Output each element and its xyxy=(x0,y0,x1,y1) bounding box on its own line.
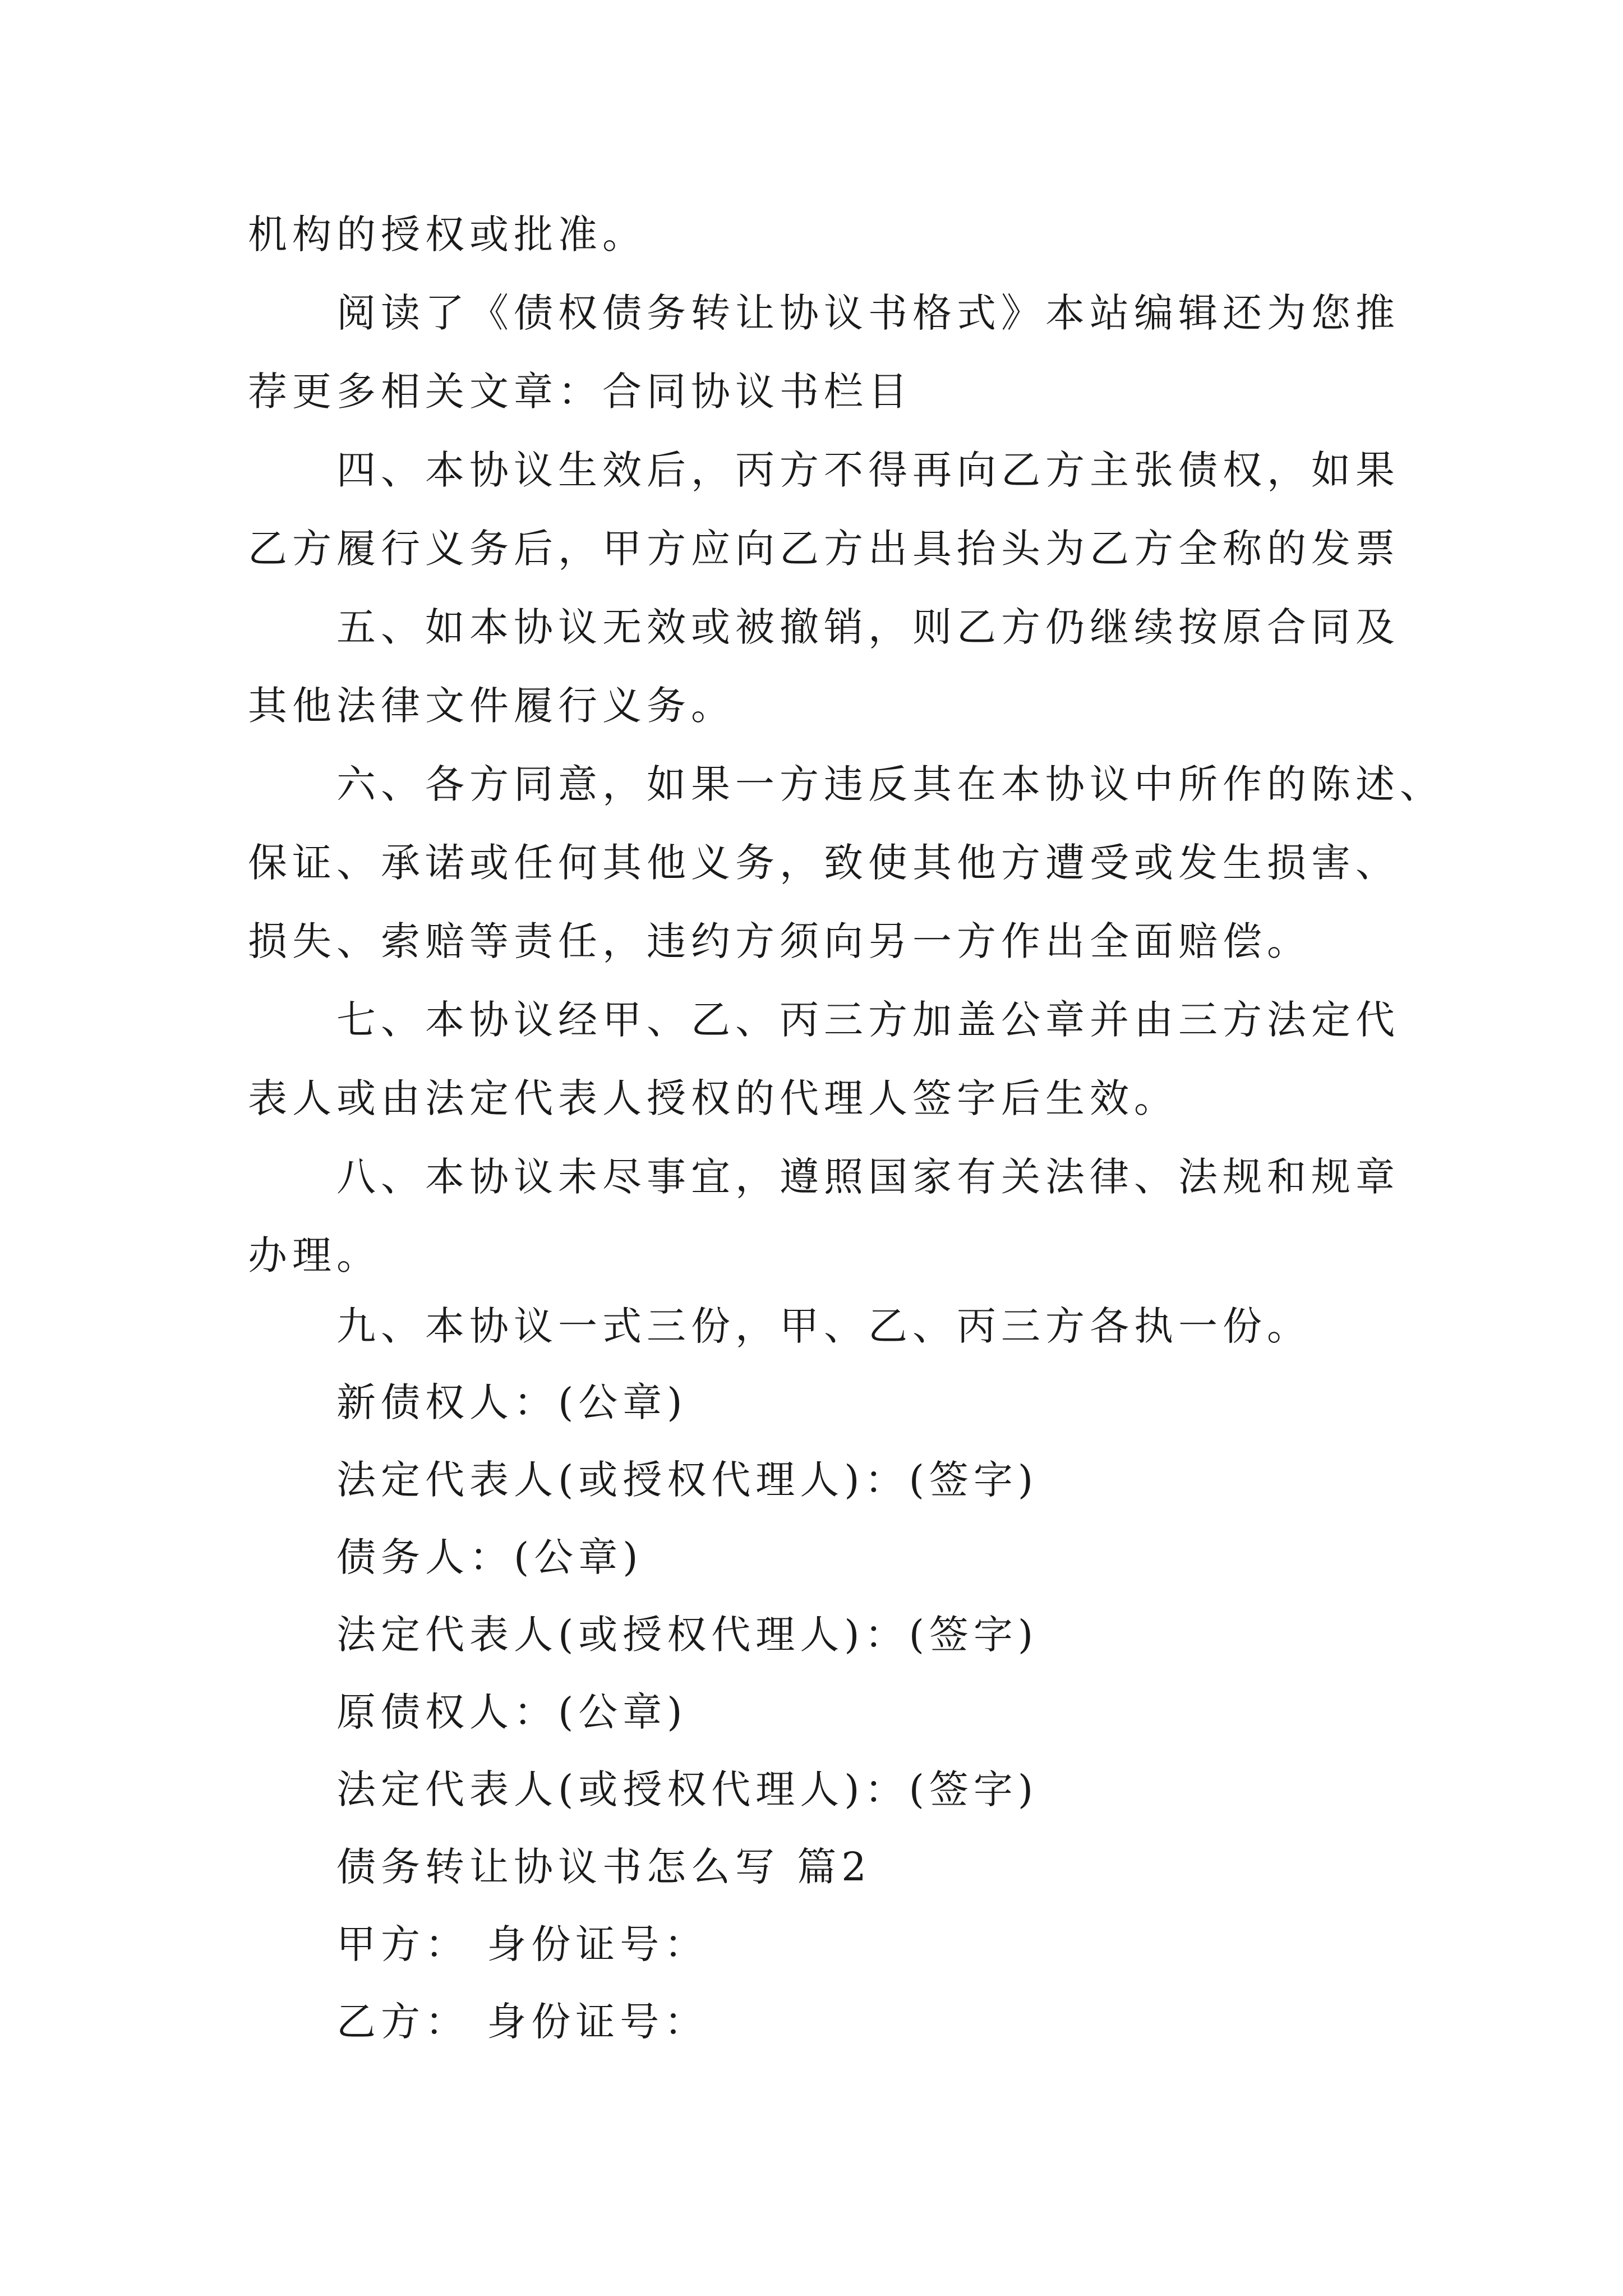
text-line: 表人或由法定代表人授权的代理人签字后生效。 xyxy=(248,1075,1178,1121)
party-line: 乙方： 身份证号： xyxy=(336,1999,709,2045)
text-line: 其他法律文件履行义务。 xyxy=(248,683,735,729)
signature-line: 新债权人：(公章) xyxy=(336,1379,688,1425)
text-line: 六、各方同意，如果一方违反其在本协议中所作的陈述、 xyxy=(336,761,1444,807)
section-heading: 债务转让协议书怎么写 篇2 xyxy=(336,1844,872,1890)
signature-line: 原债权人：(公章) xyxy=(336,1689,688,1735)
text-line: 八、本协议未尽事宜，遵照国家有关法律、法规和规章 xyxy=(336,1154,1400,1200)
text-line: 机构的授权或批准。 xyxy=(248,211,647,257)
party-line: 甲方： 身份证号： xyxy=(336,1921,709,1967)
text-line: 荐更多相关文章：合同协议书栏目 xyxy=(248,369,912,415)
text-line: 四、本协议生效后，丙方不得再向乙方主张债权，如果 xyxy=(336,447,1400,493)
text-line: 九、本协议一式三份，甲、乙、丙三方各执一份。 xyxy=(336,1303,1311,1349)
text-line: 阅读了《债权债务转让协议书格式》本站编辑还为您推 xyxy=(336,290,1400,336)
text-line: 乙方履行义务后，甲方应向乙方出具抬头为乙方全称的发票 xyxy=(248,526,1400,572)
text-line: 七、本协议经甲、乙、丙三方加盖公章并由三方法定代 xyxy=(336,997,1400,1043)
text-line: 损失、索赔等责任，违约方须向另一方作出全面赔偿。 xyxy=(248,918,1311,964)
signature-line: 债务人：(公章) xyxy=(336,1534,643,1580)
signature-line: 法定代表人(或授权代理人)：(签字) xyxy=(336,1457,1039,1503)
signature-line: 法定代表人(或授权代理人)：(签字) xyxy=(336,1612,1039,1658)
signature-line: 法定代表人(或授权代理人)：(签字) xyxy=(336,1766,1039,1812)
text-line: 五、如本协议无效或被撤销，则乙方仍继续按原合同及 xyxy=(336,604,1400,650)
text-line: 办理。 xyxy=(248,1232,381,1278)
text-line: 保证、承诺或任何其他义务，致使其他方遭受或发生损害、 xyxy=(248,840,1400,886)
